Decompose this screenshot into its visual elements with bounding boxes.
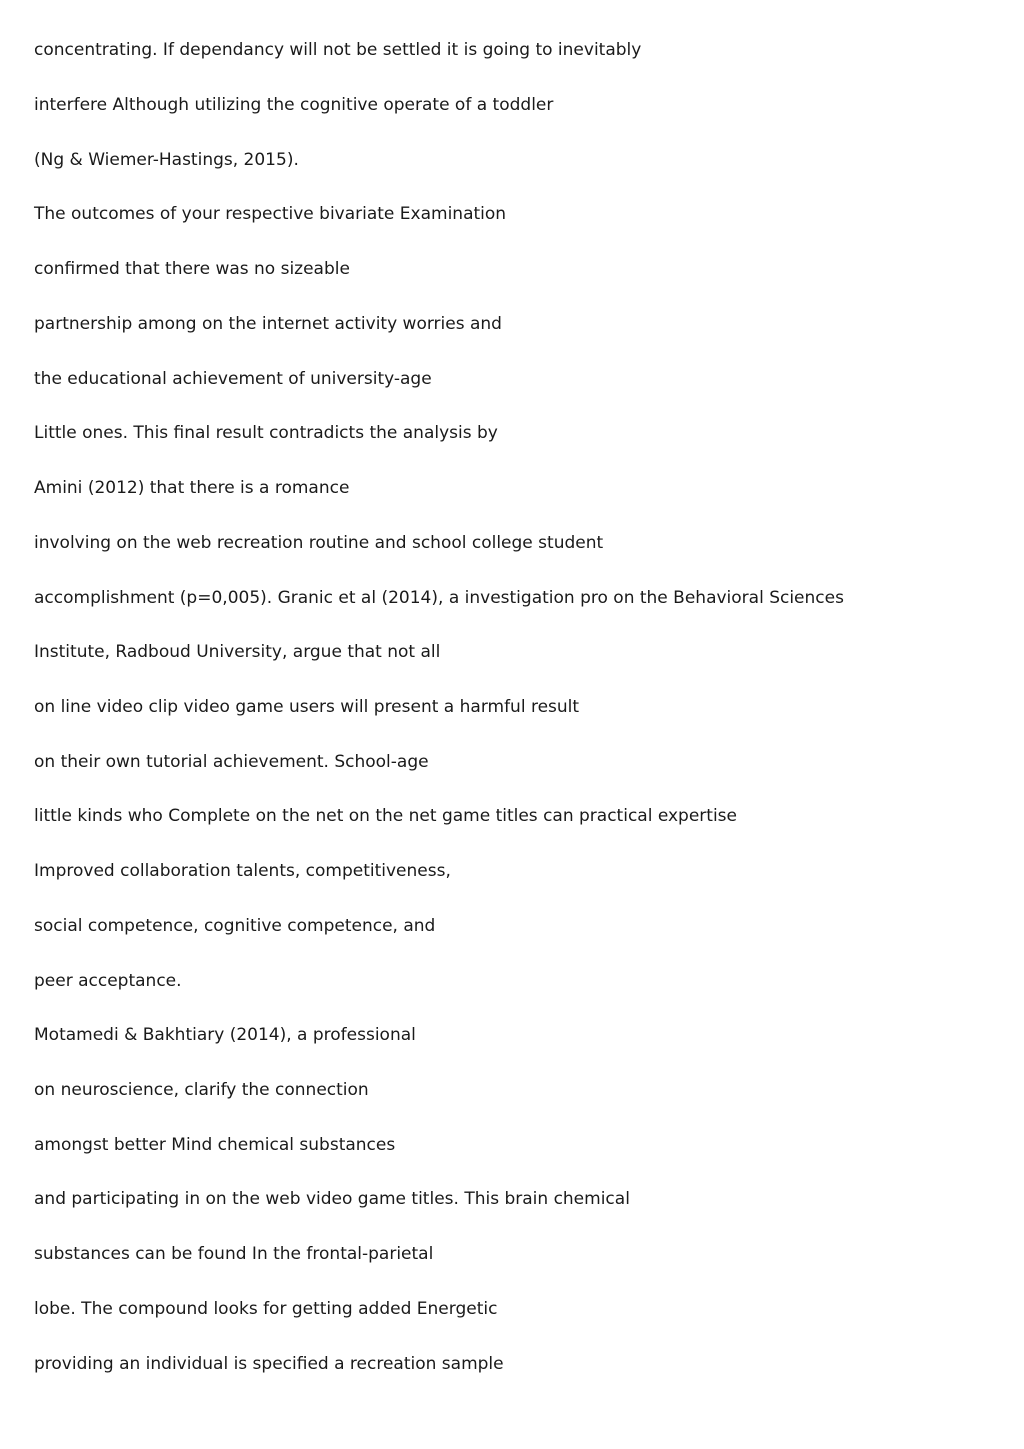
text-line: social competence, cognitive competence, and — [34, 916, 436, 936]
text-line: lobe. The compound looks for getting added Energetic — [34, 1299, 498, 1319]
text-line: and participating in on the web video game titles. This brain chemical — [34, 1189, 630, 1209]
text-line: little kinds who Complete on the net on the net game titles can practical expertise — [34, 806, 738, 826]
text-line: partnership among on the internet activity worries and — [34, 314, 502, 334]
text-line: Motamedi & Bakhtiary (2014), a professional — [34, 1025, 416, 1045]
text-line: involving on the web recreation routine and school college student — [34, 533, 604, 553]
text-line: Institute, Radboud University, argue that not all — [34, 642, 441, 662]
text-line: confirmed that there was no sizeable — [34, 259, 350, 279]
text-line: accomplishment (p=0,005). Granic et al (2014), a investigation pro on the Behavioral Sciences — [34, 588, 844, 608]
text-line: peer acceptance. — [34, 971, 182, 991]
text-line: on neuroscience, clarify the connection — [34, 1080, 369, 1100]
text-line: the educational achievement of university-age — [34, 369, 432, 389]
text-line: concentrating. If dependancy will not be settled it is going to inevitably — [34, 40, 642, 60]
text-line: on line video clip video game users will present a harmful result — [34, 697, 580, 717]
text-line: substances can be found In the frontal-parietal — [34, 1244, 434, 1264]
text-line: providing an individual is specified a recreation sample — [34, 1354, 504, 1374]
text-line: (Ng & Wiemer-Hastings, 2015). — [34, 150, 299, 170]
text-line: Little ones. This final result contradicts the analysis by — [34, 423, 498, 443]
text-line: amongst better Mind chemical substances — [34, 1135, 396, 1155]
text-line: The outcomes of your respective bivariate Examination — [34, 204, 507, 224]
text-line: interfere Although utilizing the cognitive operate of a toddler — [34, 95, 554, 115]
text-line: on their own tutorial achievement. School-age — [34, 752, 429, 772]
text-line: Amini (2012) that there is a romance — [34, 478, 350, 498]
text-line: Improved collaboration talents, competitiveness, — [34, 861, 451, 881]
